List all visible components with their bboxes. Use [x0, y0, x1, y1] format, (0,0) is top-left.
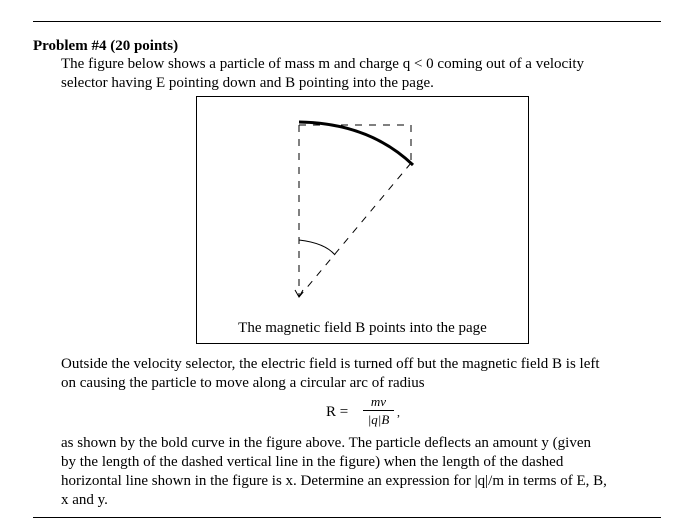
body-line-1: Outside the velocity selector, the electric field is turned off but the magnetic field B is left — [61, 356, 600, 372]
top-rule — [33, 21, 661, 22]
formula-numerator: mv — [370, 394, 387, 409]
intro-line-1: The figure below shows a particle of mass m and charge q < 0 coming out of a velocity — [61, 56, 585, 72]
formula-lhs: R = — [326, 404, 349, 420]
conclusion-line-4: x and y. — [61, 492, 108, 508]
body-paragraph — [61, 355, 671, 393]
figure-diagram — [197, 97, 530, 345]
conclusion-line-1: as shown by the bold curve in the figure above. The particle deflects an amount y (given — [61, 435, 591, 451]
intro-line-2: selector having E pointing down and B pointing into the page. — [61, 75, 434, 91]
formula-denominator: |q|B — [367, 412, 390, 427]
problem-heading: Problem #4 (20 points) — [33, 38, 179, 54]
figure-box — [196, 96, 529, 344]
angle-arc — [299, 240, 335, 255]
figure-caption: The magnetic field B points into the page — [238, 320, 487, 336]
particle-arc — [299, 122, 413, 165]
formula-fraction — [363, 395, 394, 427]
formula-comma: , — [397, 405, 400, 419]
dashed-radius-line — [299, 163, 411, 297]
fraction-bar — [363, 410, 394, 411]
bottom-rule — [33, 517, 661, 518]
conclusion-line-2: by the length of the dashed vertical line in the figure) when the length of the dashed — [61, 454, 564, 470]
conclusion-line-3: horizontal line shown in the figure is x. Determine an expression for |q|/m in terms of E, B, — [61, 473, 607, 489]
conclusion-paragraph — [61, 434, 671, 510]
intro-text — [61, 55, 661, 93]
body-line-2: on causing the particle to move along a circular arc of radius — [61, 375, 425, 391]
